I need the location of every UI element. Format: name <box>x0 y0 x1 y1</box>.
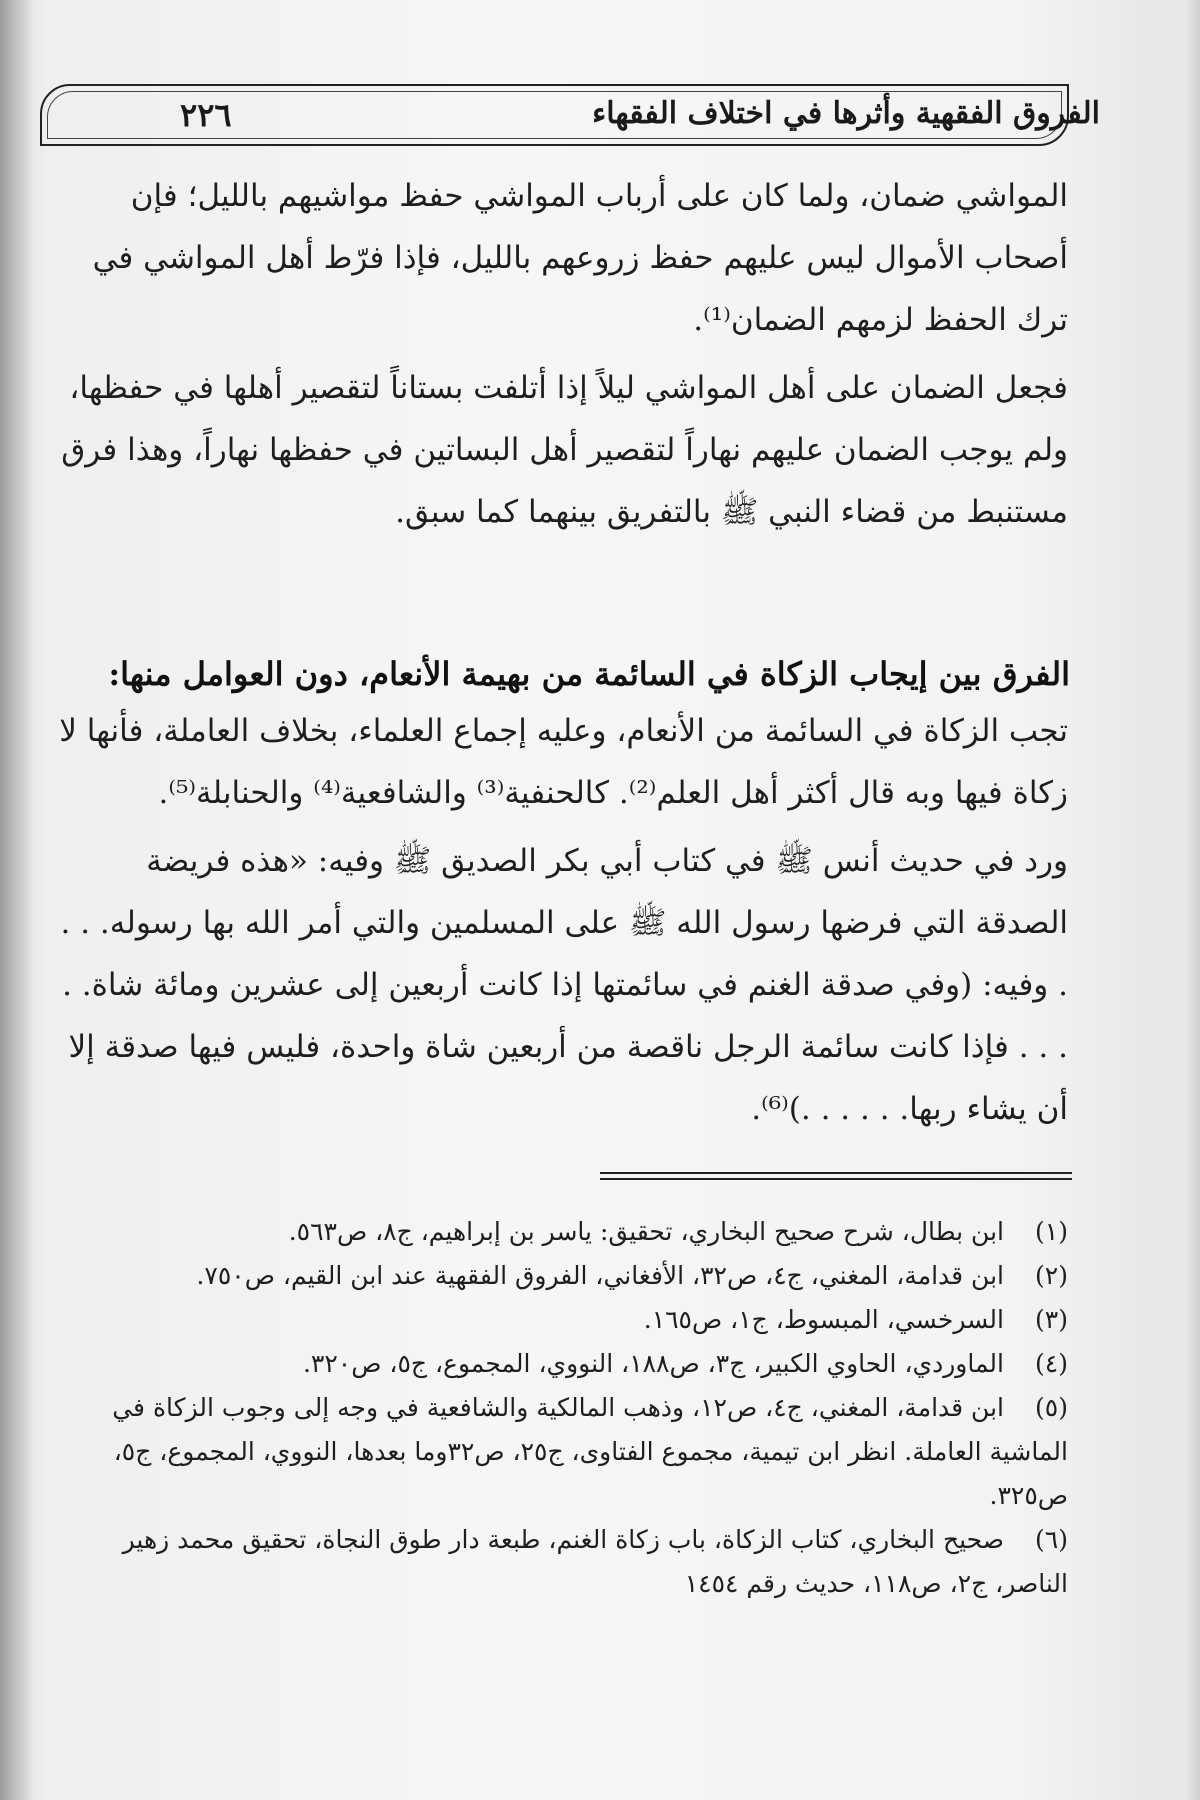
footnote <box>48 1342 1068 1386</box>
paragraph: المواشي ضمان، ولما كان على أرباب المواشي حفظ مواشيهم بالليل؛ فإن أصحاب الأموال ليس عليهم حفظ زروعهم بالليل، فإذا فرّط أهل المواشي في ترك الحفظ لزمهم الضمان⁽¹⁾. <box>92 178 1068 338</box>
footnote-number: (٦) <box>1035 1525 1068 1554</box>
body-block-4 <box>48 830 1068 1140</box>
footnote-text: صحيح البخاري، كتاب الزكاة، باب زكاة الغنم، طبعة دار طوق النجاة، تحقيق محمد زهير الناصر، ج٢، ص١١٨، حديث رقم ١٤٥٤ <box>122 1525 1068 1598</box>
footnote-text: ابن قدامة، المغني، ج٤، ص١٢، وذهب المالكية والشافعية في وجه إلى وجوب الزكاة في الماشية العاملة. انظر ابن تيمية، مجموع الفتاوى، ج٢٥، ص٣٢وما بعدها، النووي، المجموع، ج٥، ص٣٢٥. <box>112 1393 1068 1510</box>
footnote <box>48 1298 1068 1342</box>
footnote-number: (٥) <box>1035 1393 1068 1422</box>
footnote-text: الماوردي، الحاوي الكبير، ج٣، ص١٨٨، النووي، المجموع، ج٥، ص٣٢٠. <box>302 1349 1004 1378</box>
paragraph: تجب الزكاة في السائمة من الأنعام، وعليه إجماع العلماء، بخلاف العاملة، فأنها لا زكاة فيها وبه قال أكثر أهل العلم⁽²⁾. كالحنفية⁽³⁾ والشافعية⁽⁴⁾ والحنابلة⁽⁵⁾. <box>59 713 1068 811</box>
body-block-3 <box>48 700 1068 824</box>
footnote <box>48 1518 1068 1606</box>
footnote <box>48 1210 1068 1254</box>
footnote-separator-double <box>600 1178 1072 1180</box>
footnote-number: (١) <box>1035 1217 1068 1246</box>
page-number: ٢٢٦ <box>180 96 232 134</box>
paragraph: ورد في حديث أنس ﷺ في كتاب أبي بكر الصديق ﷺ وفيه: «هذه فريضة الصدقة التي فرضها رسول الله ﷺ على المسلمين والتي أمر الله بها رسوله. . . . وفيه: (وفي صدقة الغنم في سائمتها إذا كانت أربعين إلى عشرين ومائة شاة. . . . . فإذا كانت سائمة الرجل ناقصة من أربعين شاة واحدة، فليس فيها صدقة إلا أن يشاء ربها. . . . . .)⁽⁶⁾. <box>60 843 1068 1127</box>
footnote-text: السرخسي، المبسوط، ج١، ص١٦٥. <box>643 1305 1004 1334</box>
binding-shadow <box>0 0 34 1800</box>
body-block-1 <box>48 165 1068 351</box>
footnote <box>48 1386 1068 1518</box>
page-edge-shadow <box>1164 0 1200 1800</box>
paragraph: فجعل الضمان على أهل المواشي ليلاً إذا أتلفت بستاناً لتقصير أهلها في حفظها، ولم يوجب الضمان عليهم نهاراً لتقصير أهل البساتين في حفظها نهاراً، وهذا فرق مستنبط من قضاء النبي ﷺ بالتفريق بينهما كما سبق. <box>61 370 1068 530</box>
body-block-2 <box>48 357 1068 543</box>
footnote-text: ابن قدامة، المغني، ج٤، ص٣٢، الأفغاني، الفروق الفقهية عند ابن القيم، ص٧٥٠. <box>196 1261 1004 1290</box>
footnote-number: (٢) <box>1035 1261 1068 1290</box>
footnotes-list <box>48 1210 1068 1606</box>
footnote <box>48 1254 1068 1298</box>
section-heading: الفرق بين إيجاب الزكاة في السائمة من بهيمة الأنعام، دون العوامل منها: <box>108 655 1070 693</box>
footnote-text: ابن بطال، شرح صحيح البخاري، تحقيق: ياسر بن إبراهيم، ج٨، ص٥٦٣. <box>288 1217 1004 1246</box>
footnote-number: (٣) <box>1035 1305 1068 1334</box>
footnote-number: (٤) <box>1035 1349 1068 1378</box>
footnote-separator <box>600 1172 1072 1174</box>
running-title: الفروق الفقهية وأثرها في اختلاف الفقهاء <box>592 96 1100 131</box>
